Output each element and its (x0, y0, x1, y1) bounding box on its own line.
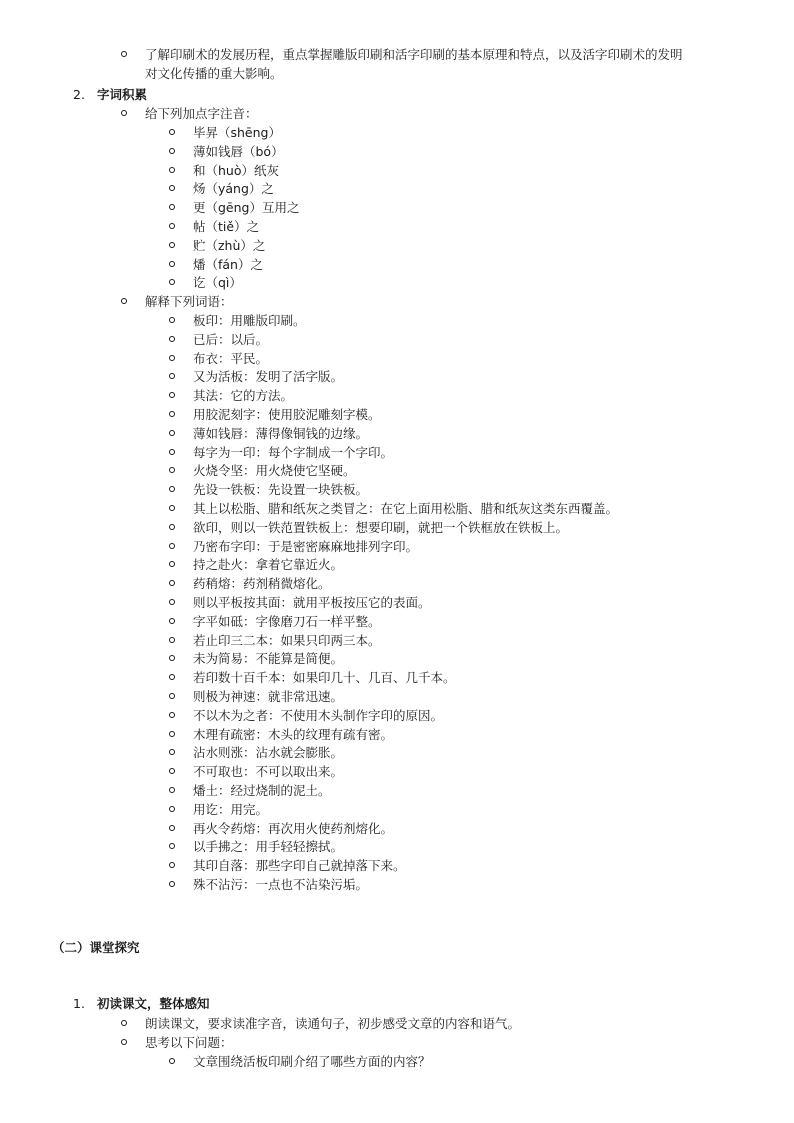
bullet-icon (169, 148, 175, 154)
list-item: 燔土：经过烧制的泥土。 (193, 783, 331, 798)
list-item: 燔（fán）之 (193, 256, 263, 272)
bullet-icon (169, 279, 175, 285)
section1-item: 朗读课文，要求读准字音，读通句子，初步感受文章的内容和语气。 (145, 1016, 521, 1031)
list-item: 用讫：用完。 (193, 801, 269, 817)
list-item: 又为活板：发明了活字版。 (193, 369, 344, 385)
list-item: 讫（qì） (193, 275, 242, 291)
list-item: 火烧令坚：用火烧使它坚硬。 (193, 463, 356, 479)
list-item: 帖（tiě）之 (193, 219, 260, 234)
bullet-icon (169, 731, 175, 737)
list-item: 薄如钱唇（bó） (193, 143, 284, 159)
bullet-icon (169, 806, 175, 812)
bullet-icon (169, 712, 175, 718)
section2-title: 字词积累 (97, 87, 148, 102)
list-item: 殊不沾污：一点也不沾染污垢。 (193, 877, 369, 892)
list-item: 欲印，则以一铁范置铁板上：想要印刷，就把一个铁框放在铁板上。 (193, 519, 569, 535)
bullet-icon (169, 561, 175, 567)
bullet-icon (169, 204, 175, 210)
bullet-icon (121, 1020, 127, 1026)
intro-item-line1: 了解印刷术的发展历程，重点掌握雕版印刷和活字印刷的基本原理和特点，以及活字印刷术的发明 (145, 47, 683, 62)
bullet-icon (169, 392, 175, 398)
list-item: 板印：用雕版印刷。 (193, 313, 306, 328)
list-item: 药稍熔：药剂稍微熔化。 (193, 576, 331, 592)
bullet-icon (169, 543, 175, 549)
bullet-icon (169, 261, 175, 267)
section1-number: 1. (73, 996, 85, 1011)
list-item: 先设一铁板：先设置一块铁板。 (193, 482, 369, 498)
bullet-icon (169, 449, 175, 455)
bullet-icon (121, 298, 127, 304)
list-item: 其上以松脂、腊和纸灰之类冒之：在它上面用松脂、腊和纸灰这类东西覆盖。 (193, 501, 619, 516)
list-item: 贮（zhù）之 (193, 237, 266, 253)
list-item: 不以木为之者：不使用木头制作字印的原因。 (193, 707, 444, 723)
list-item: 持之赴火：拿着它靠近火。 (193, 557, 344, 573)
list-item: 布衣：平民。 (193, 350, 269, 366)
definitions-heading: 解释下列词语： (145, 294, 233, 309)
bullet-icon (169, 336, 175, 342)
bullet-icon (121, 110, 127, 116)
bullet-icon (121, 51, 127, 57)
bullet-icon (169, 317, 175, 323)
section-heading-ketang: （二）课堂探究 (52, 940, 140, 955)
list-item: 炀（yáng）之 (193, 181, 274, 197)
list-item: 更（gēng）互用之 (193, 200, 300, 216)
list-item: 木理有疏密：木头的纹理有疏有密。 (193, 726, 394, 742)
list-item: 每字为一印：每个字制成一个字印。 (193, 444, 394, 460)
list-item: 则极为神速：就非常迅速。 (193, 689, 344, 704)
bullet-icon (169, 411, 175, 417)
bullet-icon (169, 185, 175, 191)
list-item: 其印自落：那些字印自己就掉落下来。 (193, 858, 406, 874)
list-item: 以手拂之：用手轻轻擦拭。 (193, 839, 344, 855)
list-item: 不可取也：不可以取出来。 (193, 764, 344, 780)
list-item: 已后：以后。 (193, 331, 269, 347)
question-item: 文章围绕活板印刷介绍了哪些方面的内容？ (193, 1054, 431, 1069)
bullet-icon (169, 242, 175, 248)
list-item: 毕昇（shēng） (193, 125, 281, 140)
bullet-icon (169, 467, 175, 473)
list-item: 若止印三二本：如果只印两三本。 (193, 632, 381, 648)
bullet-icon (169, 693, 175, 699)
bullet-icon (169, 655, 175, 661)
bullet-icon (169, 768, 175, 774)
list-item: 用胶泥刻字：使用胶泥雕刻字模。 (193, 407, 381, 422)
bullet-icon (169, 355, 175, 361)
list-item: 未为简易：不能算是简便。 (193, 651, 344, 667)
section1-title: 初读课文，整体感知 (97, 996, 210, 1011)
bullet-icon (169, 505, 175, 511)
bullet-icon (169, 637, 175, 643)
list-item: 字平如砥：字像磨刀石一样平整。 (193, 613, 381, 629)
list-item: 再火令药熔：再次用火使药剂熔化。 (193, 820, 394, 836)
bullet-icon (169, 787, 175, 793)
bullet-icon (169, 129, 175, 135)
bullet-icon (169, 430, 175, 436)
bullet-icon (169, 1058, 175, 1064)
bullet-icon (169, 843, 175, 849)
bullet-icon (169, 486, 175, 492)
bullet-icon (169, 674, 175, 680)
list-item: 薄如钱唇：薄得像铜钱的边缘。 (193, 425, 369, 441)
bullet-icon (169, 599, 175, 605)
bullet-icon (169, 373, 175, 379)
intro-item-line2: 对文化传播的重大影响。 (145, 66, 283, 81)
bullet-icon (169, 580, 175, 586)
section1-item: 思考以下问题： (145, 1035, 233, 1050)
bullet-icon (169, 881, 175, 887)
list-item: 和（huò）纸灰 (193, 162, 279, 178)
bullet-icon (169, 167, 175, 173)
bullet-icon (169, 223, 175, 229)
list-item: 则以平板按其面：就用平板按压它的表面。 (193, 595, 431, 610)
bullet-icon (169, 618, 175, 624)
bullet-icon (169, 749, 175, 755)
section2-number: 2. (73, 87, 85, 102)
bullet-icon (169, 825, 175, 831)
bullet-icon (121, 1039, 127, 1045)
bullet-icon (169, 524, 175, 530)
bullet-icon (169, 862, 175, 868)
list-item: 若印数十百千本：如果印几十、几百、几千本。 (193, 670, 456, 686)
list-item: 沾水则涨：沾水就会膨胀。 (193, 745, 344, 761)
pronunciation-heading: 给下列加点字注音： (145, 106, 258, 121)
list-item: 乃密布字印：于是密密麻麻地排列字印。 (193, 538, 419, 554)
list-item: 其法：它的方法。 (193, 388, 294, 404)
